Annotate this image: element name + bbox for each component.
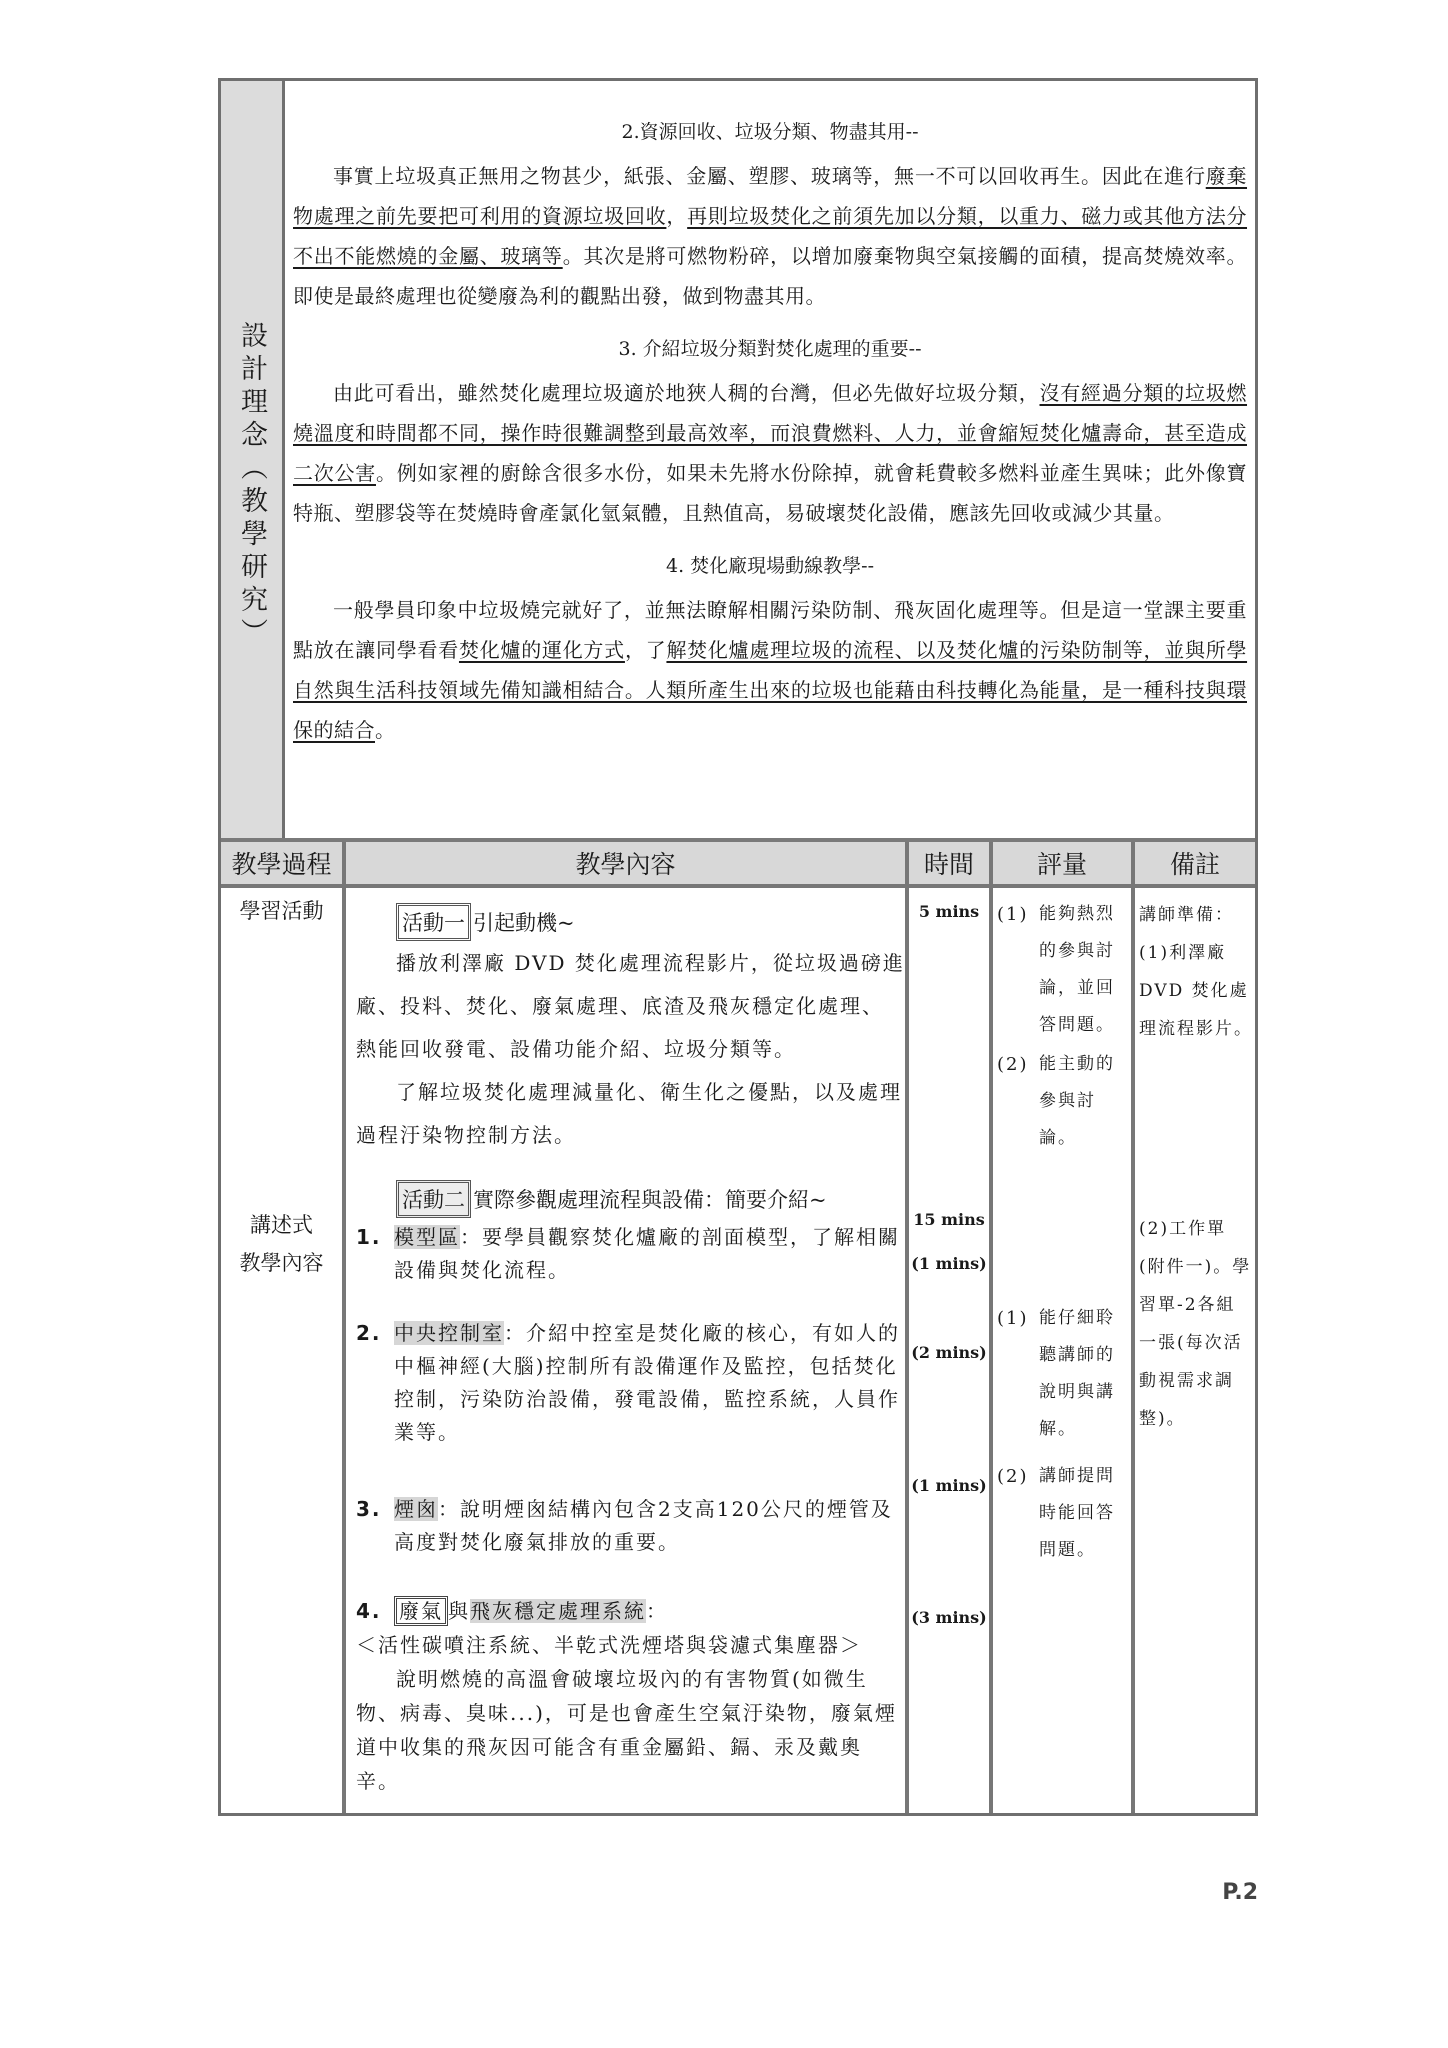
item-text: ：介紹中控室是焚化廠的核心，有如人的中樞神經(大腦)控制所有設備運作及監控，包括焚化控制，污染防治設備，發電設備，監控系統，人員作業等。 — [394, 1321, 900, 1444]
design-concept-body — [285, 81, 1255, 838]
item-joiner: 與 — [448, 1599, 470, 1623]
underlined-text: 焚化爐的運化方式 — [458, 638, 625, 662]
time-value: (3 mins) — [911, 1608, 987, 1627]
paragraph-text: 。例如家裡的廚餘含很多水份，如果未先將水份除掉，就會耗費較多燃料並產生異味；此外像寶特瓶、塑膠袋等在焚燒時會產氯化氫氣體，且熱值高，易破壞焚化設備，應該先回收或減少其量。 — [293, 461, 1248, 525]
design-concept-label-cell — [221, 81, 285, 838]
method-label-line1: 講述式 — [250, 1213, 313, 1237]
evaluation-item — [997, 1458, 1129, 1569]
time-cell — [909, 888, 993, 1813]
item-number: 2. — [356, 1321, 382, 1345]
item-highlight: 飛灰穩定處理系統 — [470, 1599, 646, 1623]
learning-activity-label: 學習活動 — [239, 899, 324, 923]
design-concept-section — [221, 81, 1255, 842]
paragraph-text: ， — [666, 204, 688, 228]
evaluation-cell — [993, 888, 1135, 1813]
header-content: 教學內容 — [346, 842, 909, 888]
activity2-item — [356, 1595, 905, 1628]
evaluation-number: (1) — [997, 1308, 1029, 1329]
time-value: (1 mins) — [911, 1254, 987, 1273]
section-paragraph — [293, 373, 1247, 533]
underlined-text: 廢棄物處理之前先要把可利用的資源垃圾回收 — [293, 164, 1248, 228]
method-label-line2: 教學內容 — [239, 1251, 324, 1275]
content-cell — [346, 888, 909, 1813]
evaluation-item — [997, 1300, 1129, 1448]
header-process: 教學過程 — [221, 842, 346, 888]
item-highlight: 模型區 — [394, 1225, 460, 1249]
activity2-heading — [396, 1179, 905, 1219]
activity1-tag: 活動一 — [396, 903, 471, 941]
item-boxed-term: 廢氣 — [394, 1596, 448, 1626]
evaluation-item — [997, 896, 1129, 1044]
evaluation-text: 講師提問時能回答問題。 — [1039, 1466, 1115, 1560]
activity2-title: 實際參觀處理流程與設備：簡要介紹~ — [473, 1188, 827, 1212]
section-paragraph — [293, 590, 1247, 750]
time-value: 15 mins — [913, 1210, 985, 1229]
item-number: 1. — [356, 1225, 382, 1249]
activity1-paragraph: 了解垃圾焚化處理減量化、衛生化之優點，以及處理過程汙染物控制方法。 — [356, 1080, 902, 1147]
lesson-grid — [221, 842, 1255, 1813]
paragraph-text: 事實上垃圾真正無用之物甚少，紙張、金屬、塑膠、玻璃等，無一不可以回收再生。因此在進行 — [333, 164, 1206, 188]
header-evaluation: 評量 — [993, 842, 1135, 888]
evaluation-item — [997, 1046, 1129, 1157]
item-number: 3. — [356, 1497, 382, 1521]
activity2-item — [356, 1317, 905, 1449]
paragraph-text: 。其次是將可燃物粉碎，以增加廢棄物與空氣接觸的面積，提高焚燒效率。即使是最終處理也從變廢為利的觀點出發，做到物盡其用。 — [293, 244, 1248, 308]
evaluation-text: 能仔細聆聽講師的說明與講解。 — [1039, 1308, 1115, 1439]
activity1-heading — [396, 902, 905, 942]
item4-paragraph: 說明燃燒的高溫會破壞垃圾內的有害物質(如微生物、病毒、臭味...)，可是也會產生空氣汙染物，廢氣煙道中收集的飛灰因可能含有重金屬鉛、鎘、汞及戴奧辛。 — [356, 1667, 897, 1793]
time-value: (1 mins) — [911, 1476, 987, 1495]
header-notes: 備註 — [1135, 842, 1255, 888]
evaluation-text: 能主動的參與討論。 — [1039, 1054, 1115, 1148]
paragraph-text: 由此可看出，雖然焚化處理垃圾適於地狹人稠的台灣，但必先做好垃圾分類， — [333, 381, 1040, 405]
time-value: (2 mins) — [911, 1343, 987, 1362]
evaluation-number: (1) — [997, 904, 1029, 925]
evaluation-number: (2) — [997, 1466, 1029, 1487]
underlined-text: 沒有經過分類的垃圾燃燒溫度和時間都不同，操作時很難調整到最高效率，而浪費燃料、人力，並會縮短焚化爐壽命，甚至造成二次公害 — [293, 381, 1248, 485]
underlined-text: 解焚化爐處理垃圾的流程、以及焚化爐的污染防制等，並與所學自然與生活科技領域先備知識相結合。人類所產生出來的垃圾也能藉由科技轉化為能量，是一種科技與環保的結合 — [293, 638, 1248, 742]
item4-bracket: ＜活性碳噴注系統、半乾式洗煙塔與袋濾式集塵器＞ — [356, 1633, 862, 1657]
process-cell — [221, 888, 346, 1813]
note-text: (2)工作單(附件一)。學習單-2各組一張(每次活動視需求調整)。 — [1139, 1219, 1252, 1429]
section-title: 3. 介紹垃圾分類對焚化處理的重要-- — [618, 338, 922, 360]
activity1-paragraph: 播放利澤廠 DVD 焚化處理流程影片，從垃圾過磅進廠、投料、焚化、廢氣處理、底渣及飛灰穩定化處理、熱能回收發電、設備功能介紹、垃圾分類等。 — [356, 951, 905, 1061]
item-text: ：說明煙囪結構內包含2支高120公尺的煙管及高度對焚化廢氣排放的重要。 — [394, 1497, 893, 1554]
header-time: 時間 — [909, 842, 993, 888]
underlined-text: 再則垃圾焚化之前須先加以分類，以重力、磁力或其他方法分不出不能燃燒的金屬、玻璃等 — [293, 204, 1248, 268]
paragraph-text: 一般學員印象中垃圾燒完就好了，並無法瞭解相關污染防制、飛灰固化處理等。但是這一堂課主要重點放在讓同學看看 — [293, 598, 1247, 662]
activity2-item — [356, 1221, 905, 1287]
item-number: 4. — [356, 1599, 382, 1623]
time-value: 5 mins — [918, 902, 980, 921]
paragraph-text: 。 — [375, 718, 396, 742]
evaluation-number: (2) — [997, 1054, 1029, 1075]
lesson-plan-table — [218, 78, 1258, 1816]
section-title: 2.資源回收、垃圾分類、物盡其用-- — [621, 121, 919, 143]
item-text: ：要學員觀察焚化爐廠的剖面模型，了解相關設備與焚化流程。 — [394, 1225, 900, 1282]
page-number: P.2 — [1222, 1880, 1258, 1905]
section-title: 4. 焚化廠現場動線教學-- — [665, 555, 874, 577]
activity1-title: 引起動機~ — [473, 911, 575, 935]
notes-cell — [1135, 888, 1255, 1813]
design-concept-label: 設計理念（教學研究） — [236, 321, 267, 651]
paragraph-text: ，了 — [624, 638, 667, 662]
item-highlight: 煙囪 — [394, 1497, 438, 1521]
activity2-tag: 活動二 — [396, 1180, 471, 1218]
item-highlight: 中央控制室 — [394, 1321, 504, 1345]
item-text: ： — [646, 1599, 668, 1623]
evaluation-text: 能夠熱烈的參與討論，並回答問題。 — [1039, 904, 1115, 1035]
section-paragraph — [293, 156, 1247, 316]
note-text: 講師準備：(1)利澤廠DVD 焚化處理流程影片。 — [1139, 905, 1253, 1039]
activity2-item — [356, 1493, 905, 1559]
